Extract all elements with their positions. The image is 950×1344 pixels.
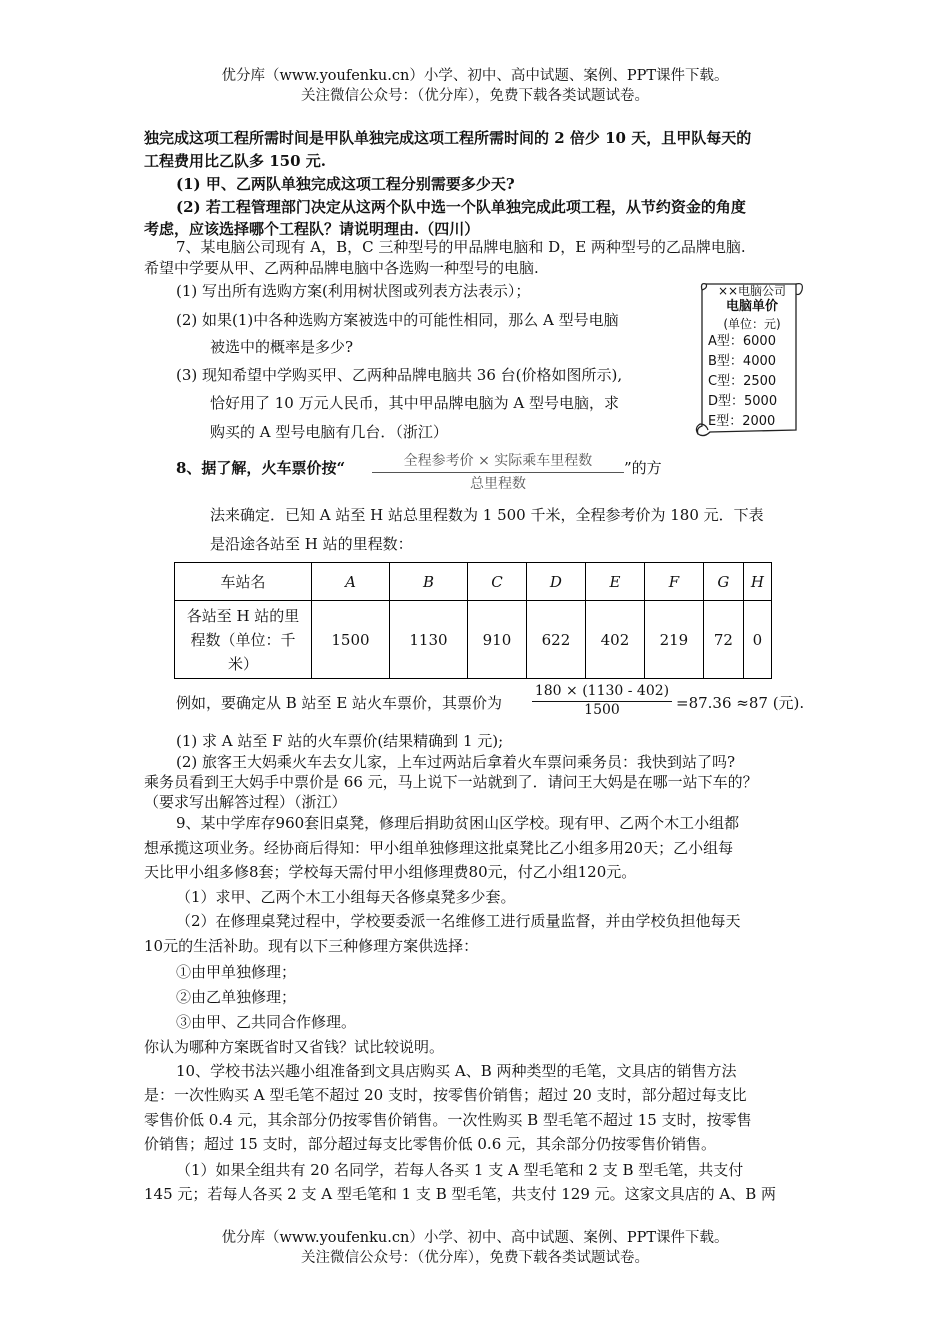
q10-line-1: 10、学校书法兴趣小组准备到文具店购买 A、B 两种类型的毛笔，文具店的销售方法 <box>176 1062 737 1080</box>
q8-lead-a: 8、据了解，火车票价按“ <box>176 459 346 477</box>
q8-part-2c: （要求写出解答过程）（浙江） <box>144 793 347 811</box>
q9-option-3: ③由甲、乙共同合作修理。 <box>176 1013 357 1031</box>
example-numerator: 180 × (1130 - 402) <box>534 683 670 699</box>
card-price-a: A型：6000 <box>708 334 776 349</box>
q10-line-3: 零售价低 0.4 元，其余部分仍按零售价销售。一次性购买 B 型毛笔不超过 15 支时，按零售 <box>144 1111 752 1129</box>
row-label-line-3: 米） <box>227 654 258 673</box>
row-label-line-2: 程数（单位：千 <box>190 630 296 649</box>
q8-example-b: =87.36 ≈87 (元). <box>676 694 805 712</box>
example-denominator: 1500 <box>584 702 620 718</box>
q8-fare-formula <box>372 450 624 493</box>
station-e: E <box>585 563 644 601</box>
station-g: G <box>703 563 743 601</box>
mileage-a: 1500 <box>312 601 390 679</box>
q8-formula-denominator: 总里程数 <box>470 476 526 492</box>
q9-part-1: （1）求甲、乙两个木工小组每天各修桌凳多少套。 <box>176 888 516 906</box>
q6-line-2: 工程费用比乙队多 150 元. <box>144 152 326 170</box>
page-footer <box>0 1228 950 1268</box>
station-b: B <box>389 563 467 601</box>
card-title: 电脑单价 <box>725 299 778 314</box>
q7-part-3c: 购买的 A 型号电脑有几台．（浙江） <box>210 423 448 441</box>
card-price-d: D型：5000 <box>708 394 778 409</box>
station-c: C <box>467 563 526 601</box>
q10-line-2: 是：一次性购买 A 型毛笔不超过 20 支时，按零售价销售；超过 20 支时，部分超过每支比 <box>144 1086 747 1104</box>
q9-option-1: ①由甲单独修理； <box>176 963 297 981</box>
station-a: A <box>312 563 390 601</box>
q7-line-2: 希望中学要从甲、乙两种品牌电脑中各选购一种型号的电脑. <box>144 259 539 277</box>
q8-part-2a: (2) 旅客王大妈乘火车去女儿家，上车过两站后拿着火车票问乘务员：我快到站了吗? <box>176 753 736 771</box>
q8-part-1: (1) 求 A 站至 F 站的火车票价(结果精确到 1 元); <box>176 732 504 750</box>
q8-formula-numerator: 全程参考价 × 实际乘车里程数 <box>403 453 593 469</box>
q7-part-3a: (3) 现知希望中学购买甲、乙两种品牌电脑共 36 台(价格如图所示), <box>176 366 623 384</box>
q7-part-3b: 恰好用了 10 万元人民币，其中甲品牌电脑为 A 型号电脑，求 <box>210 394 619 412</box>
q7-part-2b: 被选中的概率是多少? <box>210 338 354 356</box>
station-h: H <box>743 563 771 601</box>
mileage-e: 402 <box>585 601 644 679</box>
card-price-c: C型：2500 <box>708 374 777 389</box>
q8-lead-b: ”的方 <box>624 459 662 477</box>
mileage-c: 910 <box>467 601 526 679</box>
table-header-label: 车站名 <box>175 563 312 601</box>
card-unit: (单位：元) <box>723 317 781 331</box>
q6-part-1: (1) 甲、乙两队单独完成这项工程分别需要多少天? <box>176 175 515 193</box>
table-row-stations <box>175 563 772 601</box>
q9-line-1: 9、某中学库存960套旧桌凳，修理后捐助贫困山区学校。现有甲、乙两个木工小组都 <box>176 814 740 832</box>
footer-line-1: 优分库（www.youfenku.cn）小学、初中、高中试题、案例、PPT课件下载。 <box>221 1230 729 1246</box>
price-card <box>692 278 808 438</box>
card-price-b: B型：4000 <box>708 354 777 369</box>
mileage-d: 622 <box>526 601 585 679</box>
q8-example-a: 例如，要确定从 B 站至 E 站火车票价，其票价为 <box>176 694 503 712</box>
q6-part-2b: 考虑，应该选择哪个工程队？请说明理由.（四川） <box>144 220 480 238</box>
card-price-e: E型：2000 <box>708 414 776 429</box>
q7-part-1: (1) 写出所有选购方案(利用树状图或列表方法表示）； <box>176 282 531 300</box>
q9-part-2a: （2）在修理桌凳过程中，学校要委派一名维修工进行质量监督，并由学校负担他每天 <box>176 912 741 930</box>
mileage-g: 72 <box>703 601 743 679</box>
station-d: D <box>526 563 585 601</box>
station-mileage-table <box>174 562 772 679</box>
q10-part-1a: （1）如果全组共有 20 名同学，若每人各买 1 支 A 型毛笔和 2 支 B 型毛笔，共支付 <box>176 1161 744 1179</box>
footer-line-2: 关注微信公众号：（优分库），免费下载各类试题试卷。 <box>301 1250 649 1266</box>
q8-line-3: 是沿途各站至 H 站的里程数： <box>210 535 413 553</box>
q10-line-4: 价销售；超过 15 支时，部分超过每支比零售价低 0.6 元，其余部分仍按零售价销售。 <box>144 1135 717 1153</box>
q7-part-2a: (2) 如果(1)中各种选购方案被选中的可能性相同，那么 A 型号电脑 <box>176 311 619 329</box>
q9-option-2: ②由乙单独修理； <box>176 988 297 1006</box>
q10-part-1b: 145 元；若每人各买 2 支 A 型毛笔和 1 支 B 型毛笔，共支付 129 元。这家文具店的 A、B 两 <box>144 1185 777 1203</box>
q8-lead <box>176 458 345 478</box>
card-company: ××电脑公司 <box>717 284 787 298</box>
q8-part-2b: 乘务员看到王大妈手中票价是 66 元，马上说下一站就到了．请问王大妈是在哪一站下车的？ <box>144 773 758 791</box>
station-f: F <box>644 563 703 601</box>
mileage-f: 219 <box>644 601 703 679</box>
q8-example-formula <box>532 683 672 718</box>
q6-line-1: 独完成这项工程所需时间是甲队单独完成这项工程所需时间的 2 倍少 10 天，且甲队每天的 <box>144 129 752 147</box>
q9-question: 你认为哪种方案既省时又省钱？试比较说明。 <box>144 1038 445 1056</box>
q8-line-2: 法来确定．已知 A 站至 H 站总里程数为 1 500 千米，全程参考价为 180 元．下表 <box>210 506 764 524</box>
row-label-line-1: 各站至 H 站的里 <box>186 606 300 625</box>
q9-line-2: 想承揽这项业务。经协商后得知：甲小组单独修理这批桌凳比乙小组多用20天；乙小组每 <box>144 839 734 857</box>
q7-line-1: 7、某电脑公司现有 A，B，C 三种型号的甲品牌电脑和 D，E 两种型号的乙品牌电脑. <box>176 238 746 256</box>
q9-part-2b: 10元的生活补助。现有以下三种修理方案供选择： <box>144 937 479 955</box>
q6-part-2a: (2) 若工程管理部门决定从这两个队中选一个队单独完成此项工程，从节约资金的角度 <box>176 198 746 216</box>
mileage-b: 1130 <box>389 601 467 679</box>
q9-line-3: 天比甲小组多修8套；学校每天需付甲小组修理费80元，付乙小组120元。 <box>144 863 637 881</box>
table-row-label <box>175 601 312 679</box>
header-line-2: 关注微信公众号：（优分库），免费下载各类试题试卷。 <box>301 88 649 104</box>
table-row-mileage <box>175 601 772 679</box>
page-header <box>0 66 950 106</box>
header-line-1: 优分库（www.youfenku.cn）小学、初中、高中试题、案例、PPT课件下载。 <box>221 68 729 84</box>
mileage-h: 0 <box>743 601 771 679</box>
